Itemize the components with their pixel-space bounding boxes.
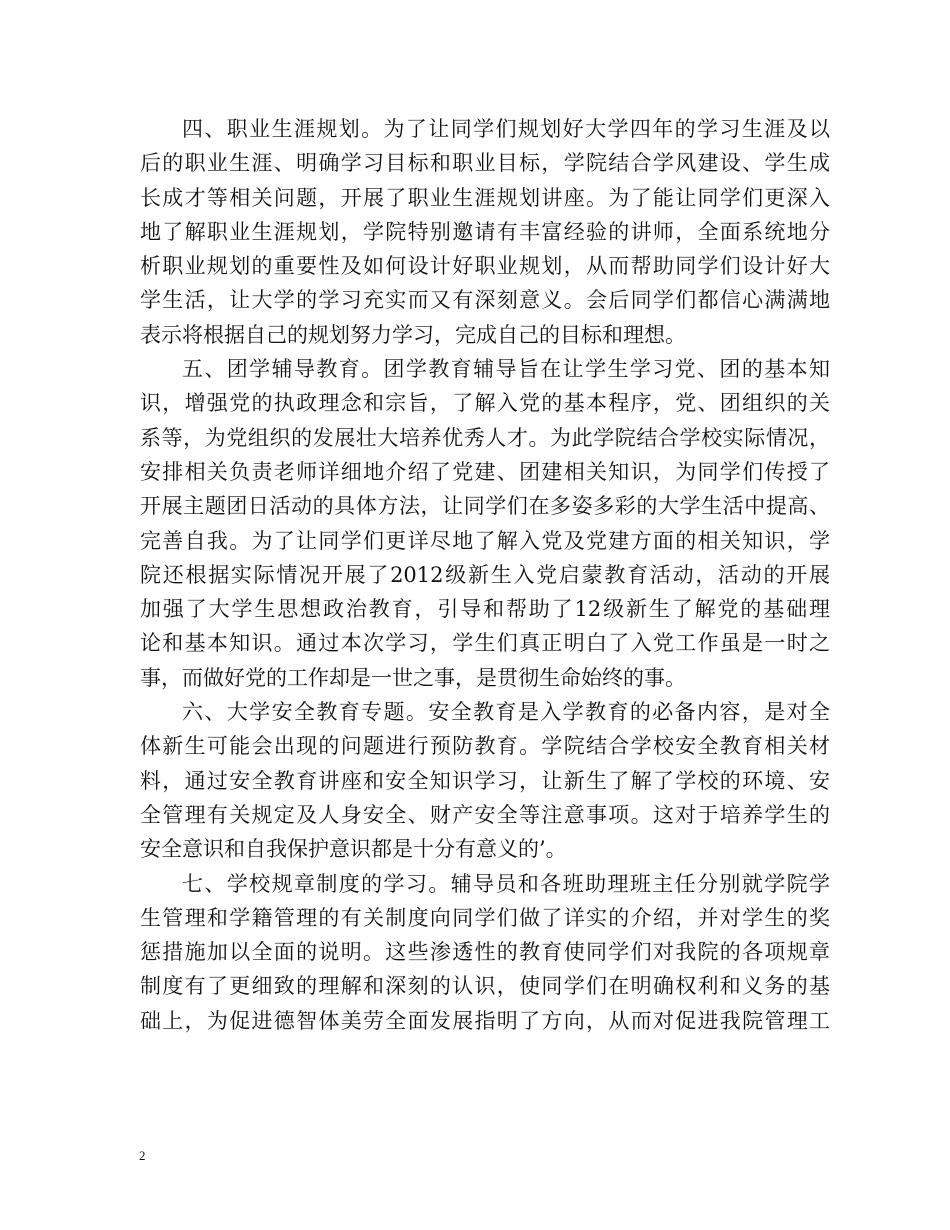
paragraph-school-regulations: [140, 867, 830, 1038]
text-line: 完善自我。为了让同学们更详尽地了解入党及党建方面的相关知识，学: [140, 528, 830, 553]
text-line: 四、职业生涯规划。为了让同学们规划好大学四年的学习生涯及以: [182, 117, 830, 141]
text-line: 础上，为促进德智体美劳全面发展指明了方向，从而对促进我院管理工: [140, 1008, 830, 1033]
page-number: 2: [139, 1148, 146, 1163]
text-line: 后的职业生涯、明确学习目标和职业目标，学院结合学风建设、学生成: [140, 151, 830, 176]
text-line: 系等，为党组织的发展壮大培养优秀人才。为此学院结合学校实际情况，: [140, 425, 830, 450]
text-line: 六、大学安全教育专题。安全教育是入学教育的必备内容，是对全: [182, 700, 830, 725]
text-line: 识，增强党的执政理念和宗旨，了解入党的基本程序，党、团组织的关: [140, 391, 830, 416]
text-line: 料，通过安全教育讲座和安全知识学习，让新生了解了学校的环境、安: [140, 768, 830, 793]
text-line: 事，而做好党的工作却是一世之事，是贯彻生命始终的事。: [140, 665, 686, 690]
text-line: 七、学校规章制度的学习。辅导员和各班助理班主任分别就学院学: [182, 871, 830, 896]
text-line: 地了解职业生涯规划，学院特别邀请有丰富经验的讲师，全面系统地分: [140, 219, 830, 244]
paragraph-career-planning: [140, 112, 830, 352]
text-line: 制度有了更细致的理解和深刻的认识，使同学们在明确权利和义务的基: [140, 974, 830, 999]
text-line: 惩措施加以全面的说明。这些渗透性的教育使同学们对我院的各项规章: [140, 940, 830, 965]
text-line: 学生活，让大学的学习充实而又有深刻意义。会后同学们都信心满满地: [140, 288, 830, 313]
text-line: 论和基本知识。通过本次学习，学生们真正明白了入党工作虽是一时之: [140, 631, 830, 656]
text-line: 安全意识和自我保护意识都是十分有意义的’。: [140, 837, 567, 862]
document-body: [140, 112, 830, 1038]
text-line: 开展主题团日活动的具体方法，让同学们在多姿多彩的大学生活中提高、: [140, 494, 830, 519]
text-line: 全管理有关规定及人身安全、财产安全等注意事项。这对于培养学生的: [140, 802, 830, 827]
paragraph-safety-education: [140, 695, 830, 866]
text-line: 体新生可能会出现的问题进行预防教育。学院结合学校安全教育相关材: [140, 734, 830, 759]
text-line: 院还根据实际情况开展了2012级新生入党启蒙教育活动，活动的开展: [140, 562, 830, 587]
text-line: 长成才等相关问题，开展了职业生涯规划讲座。为了能让同学们更深入: [140, 185, 830, 210]
text-line: 表示将根据自己的规划努力学习，完成自己的目标和理想。: [140, 322, 686, 347]
text-line: 加强了大学生思想政治教育，引导和帮助了12级新生了解党的基础理: [140, 597, 830, 622]
text-line: 安排相关负责老师详细地介绍了党建、团建相关知识，为同学们传授了: [140, 459, 830, 484]
text-line: 生管理和学籍管理的有关制度向同学们做了详实的介绍，并对学生的奖: [140, 905, 830, 930]
paragraph-league-education: [140, 352, 830, 695]
text-line: 析职业规划的重要性及如何设计好职业规划，从而帮助同学们设计好大: [140, 254, 830, 279]
text-line: 五、团学辅导教育。团学教育辅导旨在让学生学习党、团的基本知: [182, 357, 830, 382]
